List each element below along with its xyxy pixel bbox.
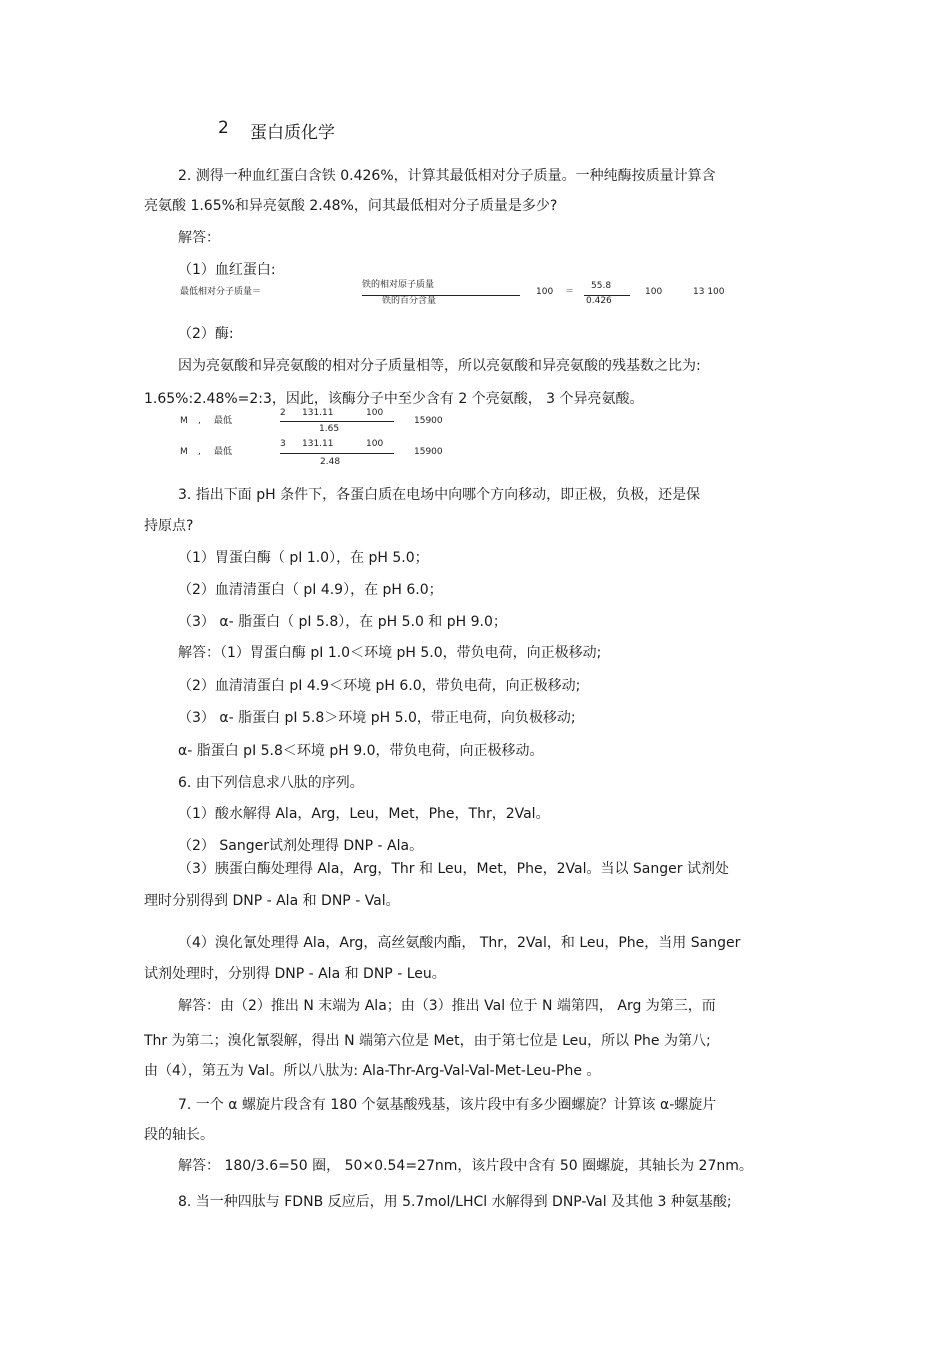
formula1-denominator: 铁的百分含量 bbox=[382, 296, 437, 306]
q3-answer-2: （2）血清清蛋白 pI 4.9＜环境 pH 6.0，带负电荷，向正极移动; bbox=[178, 678, 581, 694]
q3-answer-4: α- 脂蛋白 pI 5.8＜环境 pH 9.0，带负电荷，向正极移动。 bbox=[178, 743, 544, 759]
q6-item-4b: 试剂处理时，分别得 DNP - Ala 和 DNP - Leu。 bbox=[144, 966, 446, 982]
m2-result: 15900 bbox=[414, 447, 443, 457]
m2-denominator: 2.48 bbox=[320, 457, 341, 467]
formula1-multiplier: 100 bbox=[536, 287, 554, 297]
m1-denominator: 1.65 bbox=[319, 424, 340, 434]
m1-low: 最低 bbox=[214, 416, 233, 426]
section-number: 2 bbox=[218, 118, 229, 138]
q2-reason-1: 因为亮氨酸和异亮氨酸的相对分子质量相等，所以亮氨酸和异亮氨酸的残基数之比为: bbox=[178, 358, 701, 374]
q6-item-3a: （3）胰蛋白酶处理得 Ala，Arg，Thr 和 Leu，Met，Phe，2Val。当以 Sanger 试剂处 bbox=[178, 861, 729, 877]
m2-num-c: 100 bbox=[366, 439, 384, 449]
q7-line-1: 7. 一个 α 螺旋片段含有 180 个氨基酸残基，该片段中有多少圈螺旋？计算该 α-螺旋片 bbox=[178, 1097, 717, 1113]
section-title: 蛋白质化学 bbox=[250, 123, 335, 143]
q6-answer-1: 解答：由（2）推出 N 末端为 Ala；由（3）推出 Val 位于 N 端第四， Arg 为第三，而 bbox=[178, 998, 716, 1014]
q3-item-1: （1）胃蛋白酶（ pI 1.0），在 pH 5.0； bbox=[178, 550, 429, 566]
m1-fraction-bar bbox=[280, 421, 394, 422]
q3-line-1: 3. 指出下面 pH 条件下，各蛋白质在电场中向哪个方向移动，即正极，负极，还是保 bbox=[178, 487, 701, 503]
q6-item-1: （1）酸水解得 Ala，Arg，Leu，Met，Phe，Thr，2Val。 bbox=[178, 806, 550, 822]
q6-item-3b: 理时分别得到 DNP - Ala 和 DNP - Val。 bbox=[144, 893, 400, 909]
q8-line-1: 8. 当一种四肽与 FDNB 反应后，用 5.7mol/LHCl 水解得到 DNP-Val 及其他 3 种氨基酸; bbox=[178, 1194, 732, 1210]
formula1-lhs: 最低相对分子质量＝ bbox=[180, 287, 262, 297]
formula1-numerator-2: 55.8 bbox=[591, 281, 612, 291]
m1-result: 15900 bbox=[414, 416, 443, 426]
formula1-result: 13 100 bbox=[693, 287, 725, 297]
formula1-numerator: 铁的相对原子质量 bbox=[362, 280, 435, 290]
m1-symbol: M bbox=[180, 416, 188, 426]
m2-num-a: 3 bbox=[280, 439, 286, 449]
m1-num-b: 131.11 bbox=[302, 408, 334, 418]
q2-part-1: （1）血红蛋白: bbox=[178, 262, 276, 278]
q3-item-3: （3） α- 脂蛋白（ pI 5.8），在 pH 5.0 和 pH 9.0； bbox=[178, 614, 507, 630]
q6-item-4a: （4）溴化氰处理得 Ala，Arg，高丝氨酸内酯， Thr，2Val，和 Leu，Phe，当用 Sanger bbox=[178, 935, 741, 951]
q6-answer-3: 由（4），第五为 Val。所以八肽为: Ala-Thr-Arg-Val-Val-Met-Leu-Phe 。 bbox=[144, 1063, 601, 1079]
q2-line-2: 亮氨酸 1.65%和异亮氨酸 2.48%，问其最低相对分子质量是多少? bbox=[144, 198, 558, 214]
m1-num-c: 100 bbox=[366, 408, 384, 418]
q2-line-1: 2. 测得一种血红蛋白含铁 0.426%，计算其最低相对分子质量。一种纯酶按质量计算含 bbox=[178, 168, 716, 184]
m2-fraction-bar bbox=[280, 453, 394, 454]
q6-answer-2: Thr 为第二；溴化氰裂解，得出 N 端第六位是 Met，由于第七位是 Leu，所以 Phe 为第八; bbox=[144, 1033, 711, 1049]
q3-line-2: 持原点? bbox=[144, 518, 194, 534]
formula1-multiplier-2: 100 bbox=[645, 287, 663, 297]
m1-num-a: 2 bbox=[280, 408, 286, 418]
formula1-denominator-2: 0.426 bbox=[586, 296, 612, 306]
q2-part-2: （2）酶: bbox=[178, 326, 234, 342]
q2-answer-label: 解答： bbox=[178, 230, 220, 246]
q7-answer-1: 解答： 180/3.6=50 圈， 50×0.54=27nm，该片段中含有 50 圈螺旋，其轴长为 27nm。 bbox=[178, 1158, 753, 1174]
formula1-equals: ＝ bbox=[565, 287, 575, 297]
m2-num-b: 131.11 bbox=[302, 439, 334, 449]
q3-answer-3: （3） α- 脂蛋白 pI 5.8＞环境 pH 5.0，带正电荷，向负极移动; bbox=[178, 710, 576, 726]
m1-comma: , bbox=[198, 416, 201, 426]
m2-comma: , bbox=[198, 447, 201, 457]
q2-reason-2: 1.65%:2.48%=2:3，因此，该酶分子中至少含有 2 个亮氨酸， 3 个异亮氨酸。 bbox=[144, 391, 644, 407]
q3-item-2: （2）血清清蛋白（ pI 4.9），在 pH 6.0； bbox=[178, 582, 443, 598]
q7-line-2: 段的轴长。 bbox=[144, 1127, 214, 1143]
q6-line-1: 6. 由下列信息求八肽的序列。 bbox=[178, 775, 364, 791]
m2-low: 最低 bbox=[214, 447, 233, 457]
q6-item-2: （2） Sanger试剂处理得 DNP - Ala。 bbox=[178, 838, 424, 854]
m2-symbol: M bbox=[180, 447, 188, 457]
q3-answer-1: 解答：（1）胃蛋白酶 pI 1.0＜环境 pH 5.0，带负电荷，向正极移动; bbox=[178, 645, 602, 661]
